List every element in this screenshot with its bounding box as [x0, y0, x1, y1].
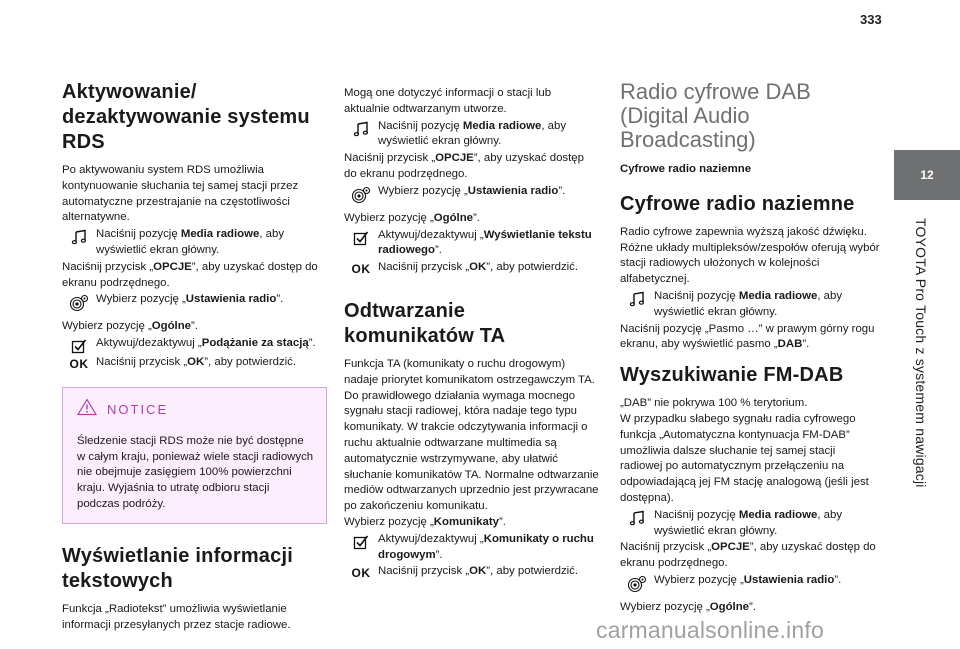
paragraph: Wybierz pozycję „Ogólne”.	[344, 211, 480, 224]
paragraph: Funkcja TA (komunikaty o ruchu drogowym) nadaje priorytet komunikatom ostrzegawczym TA. Do prawidłowego działania wymaga mocnego sygnału stacji radiowej, która nadaje tego typu komunikaty. W trakcie odczytywania informacji o ruchu aktualnie odtwarzane multimedia są automatycznie wstrzymywane, aby ułatwić słuchanie komunikatów TA. Normalne odtwarzanie mediów odtwarzanych uprzednio jest przywracane po zakończeniu komunikatu.	[344, 357, 599, 513]
step-radio-settings: Wybierz pozycję „Ustawienia radio”.	[344, 184, 599, 204]
watermark: carmanualsonline.info	[596, 617, 824, 643]
step-radio-settings: Wybierz pozycję „Ustawienia radio”.	[62, 292, 327, 312]
heading-ta: Odtwarzanie komunikatów TA	[344, 299, 506, 347]
step-confirm: OK Naciśnij przycisk „OK”, aby potwierdzić.	[62, 355, 327, 373]
music-note-icon	[620, 289, 654, 307]
paragraph: Wybierz pozycję „Komunikaty”.	[344, 515, 506, 528]
step-toggle-radiotext: Aktywuj/dezaktywuj „Wyświetlanie tekstu radiowego”.	[344, 228, 599, 260]
step-media-radio: Naciśnij pozycję Media radiowe, aby wyświetlić ekran główny.	[620, 289, 880, 321]
step-media-radio: Naciśnij pozycję Media radiowe, aby wyświetlić ekran główny.	[344, 119, 599, 151]
paragraph: Radio cyfrowe zapewnia wyższą jakość dźwięku. Różne układy multipleksów/zespołów oferują wybór stacji radiowych ułożonych w kolejności alfabetycznej.	[620, 225, 880, 286]
heading-radiotext: Wyświetlanie informacji tekstowych	[62, 544, 293, 592]
heading-fm-dab: Wyszukiwanie FM-DAB	[620, 364, 844, 387]
paragraph: Funkcja „Radiotekst” umożliwia wyświetlanie informacji przesyłanych przez stacje radiowe.	[62, 602, 291, 631]
paragraph: Naciśnij pozycję „Pasmo …” w prawym górny rogu ekranu, aby wyświetlić pasmo „DAB”.	[620, 322, 875, 351]
radio-settings-icon	[620, 573, 654, 593]
step-toggle-follow: Aktywuj/dezaktywuj „Podążanie za stacją”.	[62, 336, 327, 354]
checkbox-icon	[344, 532, 378, 550]
subheading-terrestrial: Cyfrowe radio naziemne	[620, 163, 752, 175]
radio-settings-icon	[344, 184, 378, 204]
paragraph: Naciśnij przycisk „OPCJE”, aby uzyskać dostęp do ekranu podrzędnego.	[62, 260, 318, 289]
paragraph: Naciśnij przycisk „OPCJE”, aby uzyskać dostęp do ekranu podrzędnego.	[344, 152, 584, 180]
paragraph: Wybierz pozycję „Ogólne”.	[620, 600, 756, 613]
ok-icon: OK	[69, 357, 89, 372]
warning-icon	[77, 398, 97, 422]
step-media-radio: Naciśnij pozycję Media radiowe, aby wyświetlić ekran główny.	[620, 508, 880, 540]
step-radio-settings: Wybierz pozycję „Ustawienia radio”.	[620, 573, 880, 593]
notice-text: Śledzenie stacji RDS może nie być dostępne w całym kraju, ponieważ wiele stacji radiowych nie obejmuje zasięgiem 100% powierzchni kraju. Wyjaśnia to utratę odbioru stacji podczas podróży.	[77, 434, 314, 510]
heading-dab: Radio cyfrowe DAB (Digital Audio Broadcasting)	[620, 79, 811, 152]
column-1	[62, 80, 327, 633]
music-note-icon	[62, 227, 96, 245]
heading-rds: Aktywowanie/ dezaktywowanie systemu RDS	[62, 81, 310, 153]
page-number: 333	[860, 12, 882, 27]
chapter-side-tab	[885, 128, 960, 638]
column-2	[344, 86, 599, 583]
paragraph: Wybierz pozycję „Ogólne”.	[62, 320, 198, 333]
step-media-radio: Naciśnij pozycję Media radiowe, aby wyświetlić ekran główny.	[62, 227, 327, 259]
chapter-title: TOYOTA Pro Touch z systemem nawigacji	[913, 218, 929, 488]
music-note-icon	[344, 119, 378, 137]
notice-title: NOTICE	[107, 401, 169, 417]
step-confirm: OK Naciśnij przycisk „OK”, aby potwierdzić.	[344, 260, 599, 278]
heading-terrestrial: Cyfrowe radio naziemne	[620, 192, 855, 215]
chapter-number: 12	[894, 150, 960, 200]
paragraph: „DAB” nie pokrywa 100 % terytorium.	[620, 397, 808, 410]
paragraph: Mogą one dotyczyć informacji o stacji lub aktualnie odtwarzanym utworze.	[344, 87, 552, 115]
checkbox-icon	[344, 228, 378, 246]
paragraph: W przypadku słabego sygnału radia cyfrowego funkcja „Automatyczna kontynuacja FM-DAB” umożliwia dalsze słuchanie tej samej stacji radiowej po automatycznym przełączeniu na odpowiadającą jej FM stację analogową (jeśli jest dostępna).	[620, 412, 869, 504]
step-confirm: OK Naciśnij przycisk „OK”, aby potwierdzić.	[344, 564, 599, 582]
paragraph: Po aktywowaniu system RDS umożliwia kontynuowanie słuchania tej samej stacji przez automatyczne przestrajanie na częstotliwości alternatywne.	[62, 164, 299, 224]
radio-settings-icon	[62, 292, 96, 312]
ok-icon: OK	[351, 566, 371, 581]
ok-icon: OK	[351, 262, 371, 277]
column-3	[620, 80, 880, 616]
notice-box	[62, 387, 327, 524]
checkbox-icon	[62, 336, 96, 354]
music-note-icon	[620, 508, 654, 526]
step-toggle-traffic: Aktywuj/dezaktywuj „Komunikaty o ruchu drogowym”.	[344, 532, 599, 564]
paragraph: Naciśnij przycisk „OPCJE”, aby uzyskać dostęp do ekranu podrzędnego.	[620, 541, 876, 570]
